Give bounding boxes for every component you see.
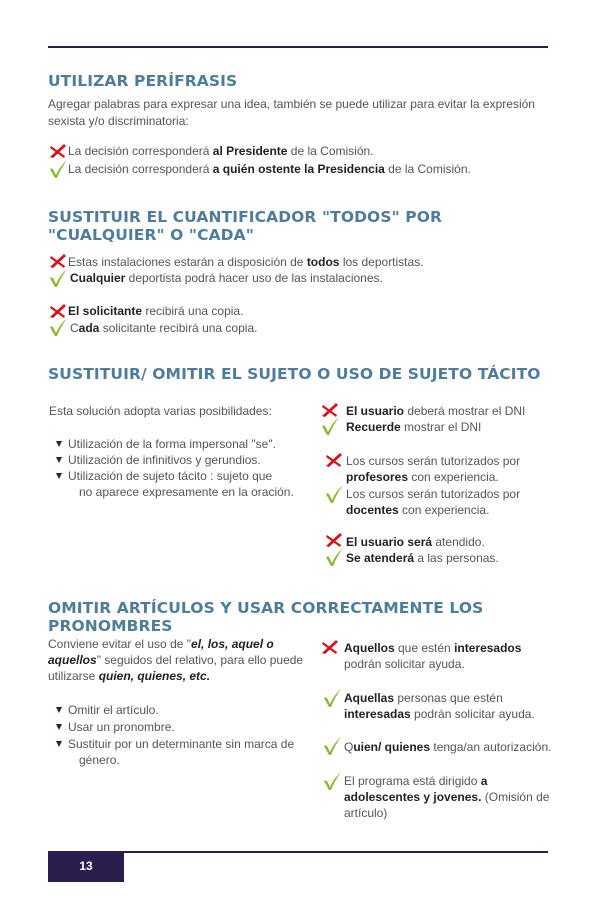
section-intro-cont: aquellos" seguidos del relativo, para ello puede: [48, 653, 304, 667]
example-correct-cont: adolescentes y jovenes. (Omisión de: [344, 790, 550, 804]
list-item: Omitir el artículo.: [56, 702, 159, 718]
example-incorrect-cont: profesores con experiencia.: [346, 470, 499, 484]
example-correct-cont: docentes con experiencia.: [346, 503, 490, 517]
top-rule: [48, 46, 548, 48]
example-correct: El programa está dirigido a: [344, 774, 488, 788]
section-title: OMITIR ARTÍCULOS Y USAR CORRECTAMENTE LOS PRONOMBRES: [48, 599, 484, 635]
example-incorrect: La decisión corresponderá al Presidente de la Comisión.: [68, 144, 374, 158]
check-icon: [324, 484, 344, 504]
example-correct-cont: interesadas podrán solicitar ayuda.: [344, 707, 535, 721]
section-title: SUSTITUIR/ OMITIR EL SUJETO O USO DE SUJETO TÁCITO: [48, 365, 541, 383]
list-item: Usar un pronombre.: [56, 719, 175, 735]
section-intro: Agregar palabras para expresar una idea, también se puede utilizar para evitar la expresión sexista y/o discriminatoria:: [48, 97, 535, 128]
example-correct: Quien/ quienes tenga/an autorización.: [344, 740, 552, 754]
example-incorrect-cont: podrán solicitar ayuda.: [344, 657, 465, 671]
example-correct: Se atenderá a las personas.: [346, 551, 499, 565]
section-intro: Conviene evitar el uso de "el, los, aquel o: [48, 637, 274, 651]
bullet-icon: [56, 724, 62, 730]
check-icon: [322, 736, 342, 756]
section-title: SUSTITUIR EL CUANTIFICADOR "TODOS" POR "CUALQUIER" O "CADA": [48, 208, 443, 244]
bullet-icon: [56, 707, 62, 713]
section-intro-cont: utilizarse quien, quienes, etc.: [48, 669, 211, 683]
example-correct: Recuerde mostrar el DNI: [346, 420, 482, 434]
check-icon: [322, 688, 342, 708]
section-intro: Esta solución adopta varias posibilidades:: [49, 404, 272, 418]
example-correct: Cada solicitante recibirá una copia.: [70, 321, 258, 335]
bullet-icon: [56, 741, 62, 747]
example-correct: Cualquier deportista podrá hacer uso de las instalaciones.: [70, 271, 383, 285]
list-item: Utilización de infinitivos y gerundios.: [56, 452, 261, 468]
check-icon: [322, 771, 342, 791]
bullet-icon: [56, 441, 62, 447]
example-incorrect: Los cursos serán tutorizados por: [346, 454, 521, 468]
example-incorrect: Estas instalaciones estarán a disposición de todos los deportistas.: [68, 255, 424, 269]
example-correct: La decisión corresponderá a quién ostente la Presidencia de la Comisión.: [68, 162, 471, 176]
check-icon: [324, 547, 344, 567]
cross-icon: [324, 451, 344, 469]
check-icon: [48, 268, 68, 288]
page-number: 13: [48, 851, 124, 882]
list-item-continued: género.: [79, 753, 120, 767]
check-icon: [48, 317, 68, 337]
list-item: Utilización de sujeto tácito : sujeto que: [56, 468, 272, 484]
example-correct: Los cursos serán tutorizados por: [346, 487, 521, 501]
example-incorrect: El usuario será atendido.: [346, 535, 485, 549]
example-incorrect: El solicitante recibirá una copia.: [68, 304, 244, 318]
list-item: Utilización de la forma impersonal "se".: [56, 436, 276, 452]
bullet-icon: [56, 457, 62, 463]
list-item: Sustituir por un determinante sin marca de: [56, 736, 294, 752]
example-incorrect: El usuario deberá mostrar el DNI: [346, 404, 526, 418]
check-icon: [48, 159, 68, 179]
cross-icon: [48, 142, 68, 160]
example-correct: Aquellas personas que estén: [344, 691, 503, 705]
list-item-continued: no aparece expresamente en la oración.: [79, 485, 294, 499]
example-incorrect: Aquellos que estén interesados: [344, 641, 522, 655]
section-title: UTILIZAR PERÍFRASIS: [48, 72, 238, 90]
check-icon: [320, 416, 340, 436]
bullet-icon: [56, 473, 62, 479]
cross-icon: [320, 638, 340, 656]
example-correct-cont: artículo): [344, 806, 388, 820]
